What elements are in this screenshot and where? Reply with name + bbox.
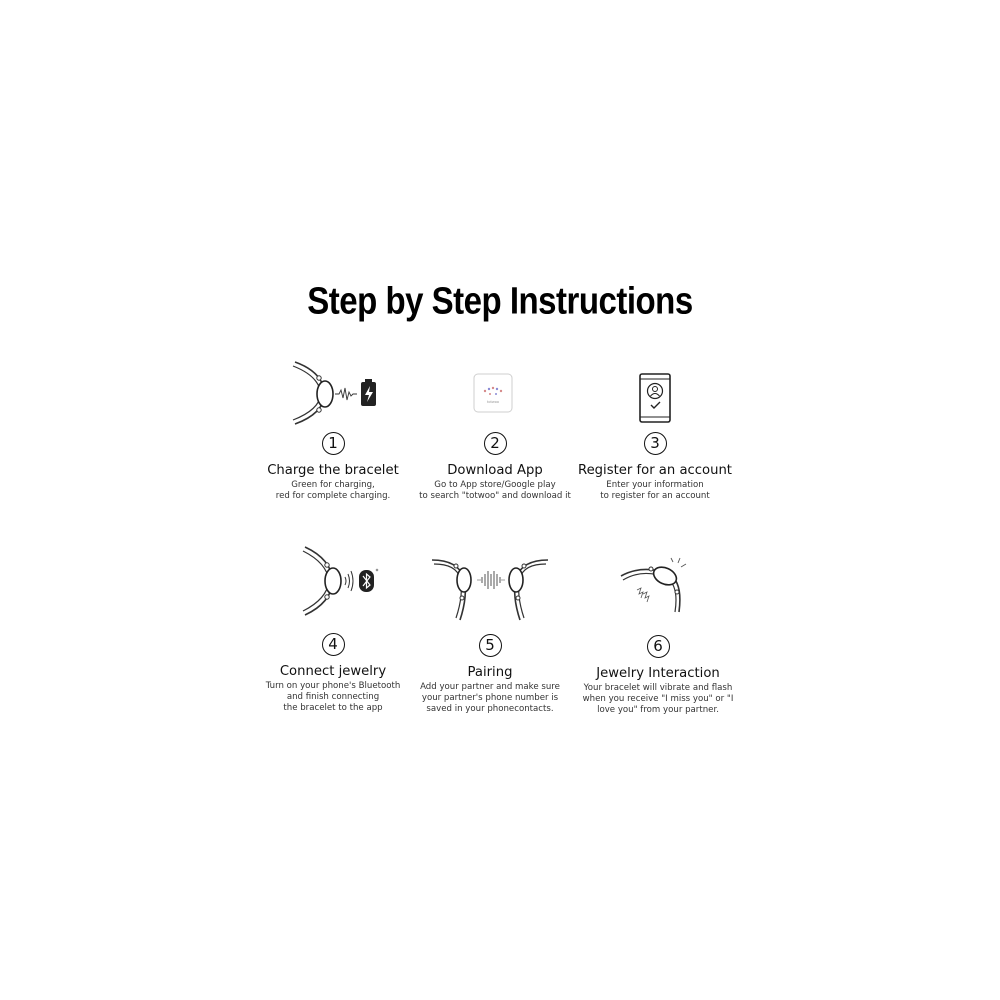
step-description (568, 683, 748, 716)
step-interaction (568, 556, 748, 716)
desc-line: and finish connecting (286, 692, 380, 702)
step-description (243, 480, 423, 502)
step-number-1: 1 (322, 432, 345, 455)
step-number-5: 5 (479, 634, 502, 657)
step-pairing (400, 556, 580, 715)
bracelet-bluetooth-icon (283, 545, 383, 617)
step-number-6: 6 (647, 635, 670, 658)
step-description (405, 480, 585, 502)
desc-line: Turn on your phone's Bluetooth (265, 681, 401, 691)
step-connect (243, 545, 423, 714)
page-title: Step by Step Instructions (307, 279, 693, 322)
desc-line: love you" from your partner. (597, 705, 719, 715)
desc-line: Enter your information (606, 480, 704, 490)
desc-line: Green for charging, (291, 480, 375, 490)
step-heading: Pairing (467, 665, 513, 680)
step-description (565, 480, 745, 502)
desc-line: Add your partner and make sure (420, 682, 560, 692)
desc-line: the bracelet to the app (283, 703, 383, 713)
step-heading: Register for an account (578, 463, 732, 478)
desc-line: to search "totwoo" and download it (419, 491, 571, 501)
step-number-4: 4 (322, 633, 345, 656)
step-number-3: 3 (644, 432, 667, 455)
desc-line: Your bracelet will vibrate and flash (583, 683, 733, 693)
bracelet-vibrate-icon (613, 556, 703, 616)
desc-line: Go to App store/Google play (434, 480, 556, 490)
step-heading: Connect jewelry (279, 664, 387, 679)
step-heading: Jewelry Interaction (596, 666, 720, 681)
desc-line: saved in your phonecontacts. (426, 704, 554, 714)
step-number-2: 2 (484, 432, 507, 455)
step-heading: Charge the bracelet (267, 463, 399, 478)
step-heading: Download App (447, 463, 543, 478)
step-charge (243, 358, 423, 502)
step-register (565, 372, 745, 502)
desc-line: when you receive "I miss you" or "I (582, 694, 734, 704)
bracelet-charging-icon (283, 358, 383, 428)
desc-line: to register for an account (600, 491, 710, 501)
app-logo-text: totwoo (486, 400, 500, 404)
app-icon (470, 370, 520, 420)
step-description (243, 681, 423, 714)
desc-line: red for complete charging. (275, 491, 391, 501)
desc-line: your partner's phone number is (421, 693, 559, 703)
step-description (400, 682, 580, 715)
step-download (405, 370, 585, 502)
bracelet-pairing-icon (430, 556, 550, 624)
phone-account-icon (635, 372, 675, 424)
